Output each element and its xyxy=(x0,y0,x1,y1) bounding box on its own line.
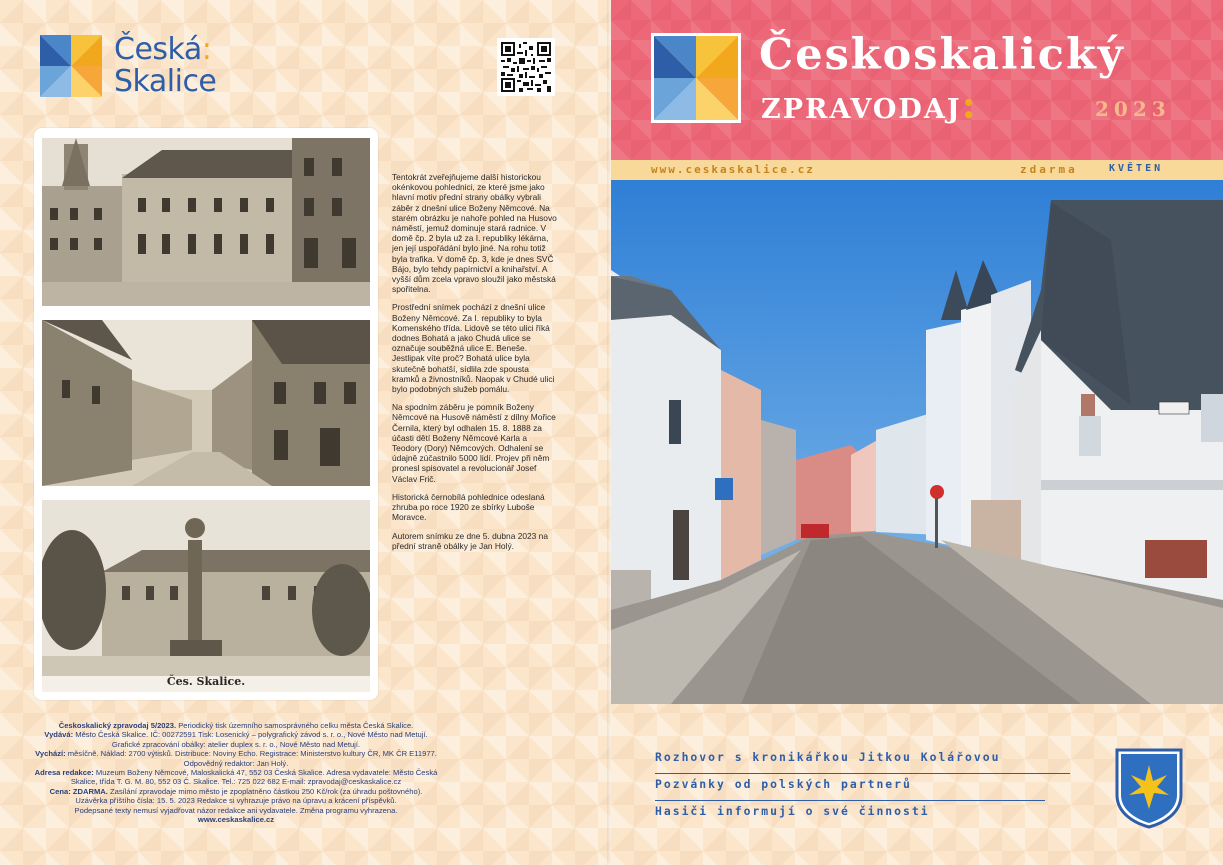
postcard-photo-street xyxy=(42,320,370,486)
toc-item[interactable]: Rozhovor s kronikářkou Jitkou Kolářovou xyxy=(655,747,1070,774)
logo-colon: : xyxy=(201,32,212,67)
postcard-photo-square xyxy=(42,138,370,306)
info-strip xyxy=(611,160,1223,180)
magazine-title-line2 xyxy=(761,82,978,128)
imprint-website-link[interactable]: www.ceskaskalice.cz xyxy=(197,815,275,825)
logo-line1: Česká xyxy=(114,32,202,67)
article-paragraph: Tentokrát zveřejňujeme další historickou okénkovou pohlednici, ze které jsme jako hlavní motiv přední strany obálky vybrali záběr z dnešní ulice Boženy Němcové. Na starém obrázku je nahoře pohled na Husovo náměstí, jemuž dominuje stará radnice. V domě čp. 2 byla už za I. republiky lékárna, jen její uspořádání bylo jiné. Na rohu totiž byla trafika. V domě čp. 3, kde je dnes SVČ Bájo, bylo tehdy papírnictví a knihařství. A vyšší dům zcela vpravo sloužil jako městská spořitelna. xyxy=(392,172,557,295)
article-paragraph: Historická černobílá pohlednice odeslaná zhruba po roce 1920 ze sbírky Luboše Moravce. xyxy=(392,491,545,523)
issue-year: 2023 xyxy=(1095,97,1171,121)
title-colon: : xyxy=(961,82,978,128)
article-text xyxy=(392,172,558,559)
logo-wordmark xyxy=(114,34,216,98)
historic-postcard xyxy=(34,128,378,700)
article-paragraph: Prostřední snímek pochází z dnešní ulice Boženy Němcové. Za I. republiky to byla Komenského třída. Lidově se této ulici říká dodnes Bohatá a jako Chudá ulice se označuje souběžná ulice E. Beneše. Jestlipak víte proč? Bohatá ulice byla skutečně bohatší, sídlila zde spousta kramků a živnostníků. Naopak v Chudé ulici bylo podobných služeb pomálu. xyxy=(392,302,555,395)
issue-month: KVĚTEN xyxy=(1109,163,1164,174)
imprint-line: Vychází: měsíčně. Náklad: 2700 výtisků. Distribuce: Noviny Echo. Registrace: Ministerstvo kultury ČR, MK ČR E11977. Odpovědný redaktor: Jan Holý. xyxy=(35,749,437,768)
toc-item[interactable]: Hasiči informují o své činnosti xyxy=(655,804,930,818)
imprint-line: Vydává: Město Česká Skalice. IČ: 00272591 Tisk: Losenický – polygrafický závod s. r. o., Nové Město nad Metují. Grafické zpracování obálky: atelier duplex s. r. o., Nové Město nad Metují. xyxy=(44,730,428,749)
right-page-cover xyxy=(611,0,1223,865)
website-link[interactable]: www.ceskaskalice.cz xyxy=(651,163,815,176)
article-paragraph: Na spodním záběru je pomník Boženy Němcové na Husově náměstí z dílny Mořice Černila, který byl odhalen 15. 8. 1888 za účasti dětí Boženy Němcové Karla a Teodory (Dory) Němcových. Odhalení se údajně zúčastnilo 5000 lidí. Projev při něm pronesl spisovatel a revolucionář Josef Václav Frič. xyxy=(392,402,556,484)
imprint-line: Podepsané texty nemusí vyjadřovat názor redakce ani vydavatele. Změna programu vyhrazena. xyxy=(74,805,398,815)
imprint-line: Českoskalický zpravodaj 5/2023. Periodický tisk územního samosprávného celku města Česká Skalice. xyxy=(58,721,414,730)
masthead xyxy=(611,0,1223,160)
magazine-title-line1: Českoskalický xyxy=(759,30,1125,80)
ceska-skalice-logo-icon xyxy=(651,33,741,123)
imprint xyxy=(34,721,438,824)
town-crest-star-icon xyxy=(1114,747,1184,829)
toc-item[interactable]: Pozvánky od polských partnerů xyxy=(655,774,1045,801)
left-page xyxy=(0,0,611,865)
photo-caption: Čes. Skalice. xyxy=(166,675,246,688)
cover-photo xyxy=(611,180,1223,704)
logo xyxy=(40,34,216,98)
qr-code-icon[interactable] xyxy=(497,38,555,96)
logo-line2: Skalice xyxy=(114,64,217,99)
title-word: zpravodaj xyxy=(761,82,962,128)
imprint-line: Cena: ZDARMA. Zasílání zpravodaje mimo město je zpoplatněno částkou 250 Kč/rok (za úhradu poštovného). Uzávěrka příštího čísla: 15. 5. 2023 Redakce si vyhrazuje právo na úpravu a krácení příspěvků. xyxy=(49,786,423,806)
price-label: zdarma xyxy=(1020,163,1078,176)
table-of-contents xyxy=(655,747,1045,828)
ceska-skalice-logo-icon xyxy=(40,35,102,97)
postcard-photo-monument xyxy=(42,500,370,692)
article-paragraph: Autorem snímku ze dne 5. dubna 2023 na přední straně obálky je Jan Holý. xyxy=(392,530,548,551)
imprint-line: Adresa redakce: Muzeum Boženy Němcové, Maloskalická 47, 552 03 Česká Skalice. Adresa vydavatele: Město Česká Skalice, třída T. G. M. 80, 552 03 Č. Skalice. Tel.: 725 022 682 E-mail: zpravodaj@ceskaskalice.cz xyxy=(34,768,438,787)
